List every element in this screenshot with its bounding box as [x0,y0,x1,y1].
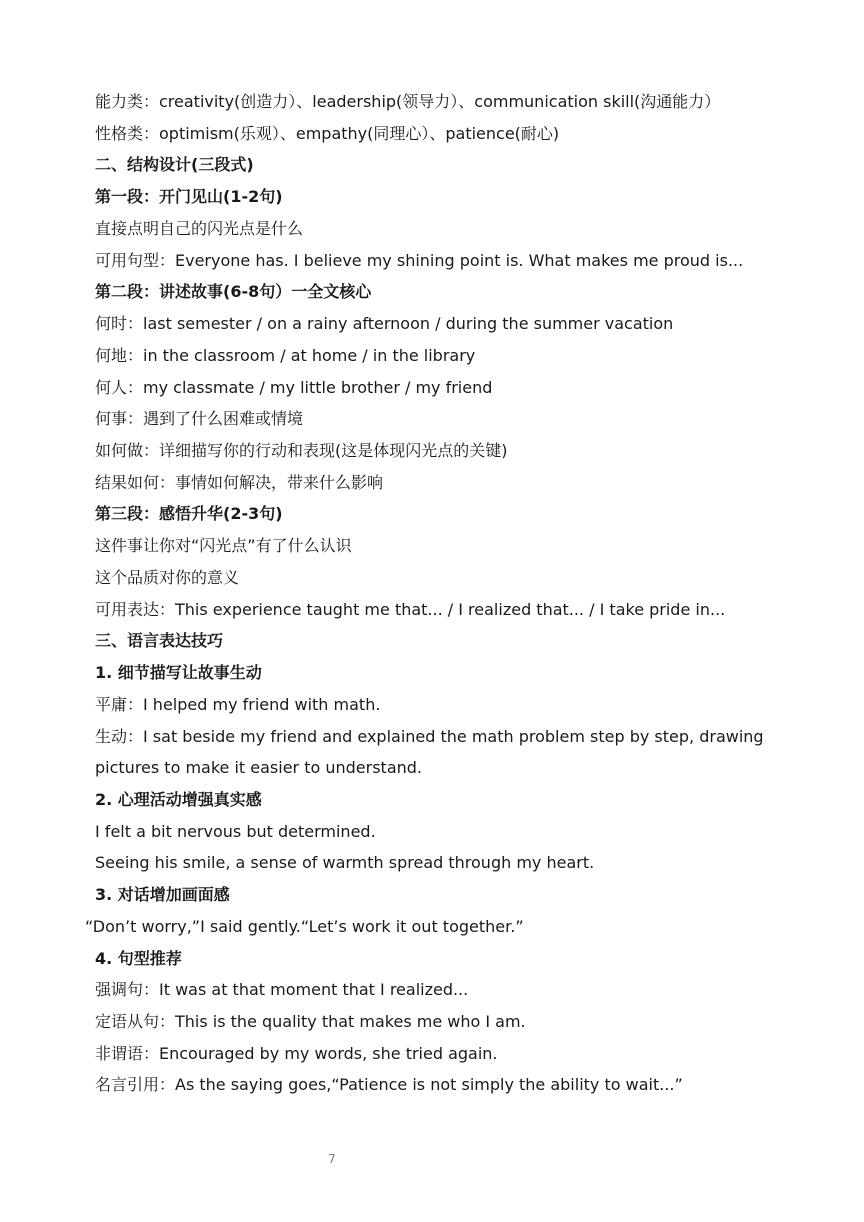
text-line-20: 平庸：I helped my friend with math. [95,695,381,714]
section-heading: 三、语言表达技巧 [95,631,224,650]
text-line-21: 生动：I sat beside my friend and explained the math problem step by step, drawing [95,727,764,746]
sub-heading: 4. 句型推荐 [95,949,182,968]
text-line-12: 如何做：详细描写你的行动和表现(这是体现闪光点的关键) [95,441,508,460]
text-line-31: 非谓语：Encouraged by my words, she tried again. [95,1044,498,1063]
sub-heading: 第一段：开门见山(1-2句) [95,187,283,206]
sub-heading: 3. 对话增加画面感 [95,885,230,904]
text-line-1: 能力类：creativity(创造力）、leadership(领导力）、communication skill(沟通能力） [95,92,721,111]
sub-heading: 第二段：讲述故事(6-8句）一全文核心 [95,282,372,301]
text-line-29: 强调句：It was at that moment that I realized... [95,980,469,999]
text-line-2: 性格类：optimism(乐观）、empathy(同理心）、patience(耐心) [95,124,560,143]
text-line-10: 何人：my classmate / my little brother / my friend [95,378,493,397]
text-line-32: 名言引用：As the saying goes,“Patience is not simply the ability to wait...” [95,1075,683,1094]
text-line-9: 何地：in the classroom / at home / in the library [95,346,476,365]
text-line-17: 可用表达：This experience taught me that... / I realized that... / I take pride in... [95,600,726,619]
text-line-8: 何时：last semester / on a rainy afternoon / during the summer vacation [95,314,674,333]
sub-heading: 1. 细节描写让故事生动 [95,663,262,682]
sub-heading: 2. 心理活动增强真实感 [95,790,262,809]
text-line-5: 直接点明自己的闪光点是什么 [95,219,304,238]
text-line-24: I felt a bit nervous but determined. [95,822,376,841]
text-line-27: “Don’t worry,”I said gently.“Let’s work it out together.” [85,917,524,936]
text-line-22: pictures to make it easier to understand. [95,758,423,777]
section-heading: 二、结构设计(三段式) [95,155,254,174]
sub-heading: 第三段：感悟升华(2-3句) [95,504,283,523]
text-line-15: 这件事让你对“闪光点”有了什么认识 [95,536,352,555]
text-line-6: 可用句型：Everyone has. I believe my shining point is. What makes me proud is... [95,251,744,270]
text-line-16: 这个品质对你的意义 [95,568,240,587]
text-line-13: 结果如何：事情如何解决，带来什么影响 [95,473,384,492]
text-line-11: 何事：遇到了什么困难或情境 [95,409,304,428]
page-number: 7 [328,1152,336,1166]
text-line-30: 定语从句：This is the quality that makes me who I am. [95,1012,526,1031]
text-line-25: Seeing his smile, a sense of warmth spread through my heart. [95,853,595,872]
